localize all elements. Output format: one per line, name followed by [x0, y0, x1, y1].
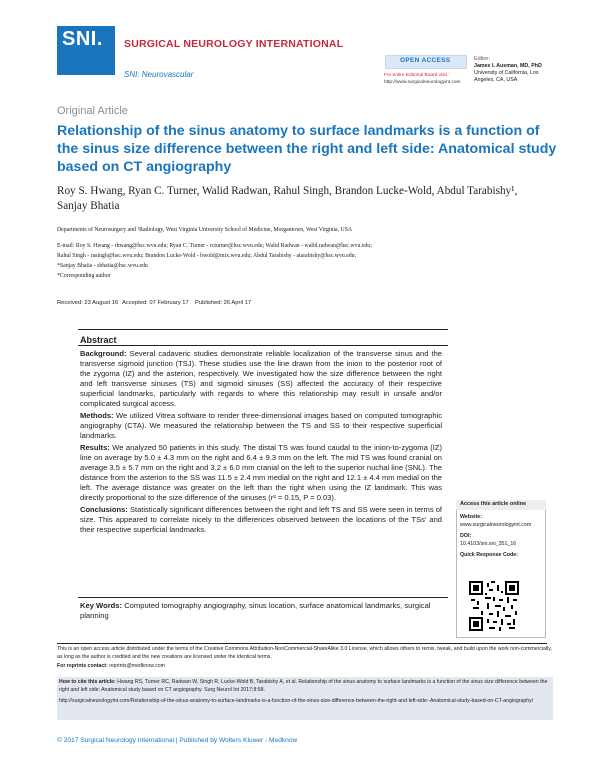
abstract-body — [80, 349, 442, 537]
email-line-1: E-mail: Roy S. Hwang - rhwang@hsc.wvu.edu; Ryan C. Turner - rcturner@hsc.wvu.edu; Walid Radwan - walid.radwan@hsc.wvu.edu; — [57, 243, 372, 249]
affiliation: Departments of Neurosurgery and ¹Radiology, West Virginia University School of Medicine, Morgantown, West Virginia, USA — [57, 227, 353, 233]
authors-line-1: Roy S. Hwang, Ryan C. Turner, Walid Radwan, Rahul Singh, Brandon Lucke-Wold, Abdul Tarabishy¹, — [57, 185, 518, 197]
license-text: This is an open access article distributed under the terms of the Creative Commons Attribution-NonCommercial-ShareAlike 3.0 License, which allows others to remix, tweak, and build upon the work non-commercially, as long as the author is credited and the new creations are licensed under the identical terms. — [57, 646, 552, 660]
footer-rule — [57, 643, 547, 644]
email-line-3: *Sanjay Bhatia - sbhatia@hsc.wvu.edu — [57, 263, 148, 269]
article-title: Relationship of the sinus anatomy to surface landmarks is a function of the sinus size difference between the right and left side: Anatomical study based on CT angiography — [57, 123, 557, 175]
journal-url[interactable]: http://www.surgicalneurologyint.com — [384, 80, 461, 85]
citation-url[interactable]: http://surgicalneurologyint.com/Relationship-of-the-sinus-anatomy-to-surface-landmarks-is-a-function-of-the-sinus-size-difference-between-the-right-and-left-side:-Anatomical-study-based-on-CT-angiography/ — [59, 698, 534, 704]
reprints-line: For reprints contact: reprints@medknow.com — [57, 663, 165, 669]
editor-name: James I. Ausman, MD, PhD — [474, 63, 542, 69]
doi-label: DOI: — [460, 533, 472, 539]
open-access-label: OPEN ACCESS — [400, 57, 451, 64]
abstract-conclusions: Conclusions: Statistically significant differences between the right and left TS and SS were seen in terms of size. This appeared to correlate nicely to the differences observed between the locations of the TSs' and their respective superficial landmarks. — [80, 504, 442, 535]
author-list — [57, 184, 577, 214]
abstract-top-rule — [78, 329, 448, 330]
access-title: Access this article online — [460, 501, 527, 507]
citation-text: How to cite this article: Hwang RS, Turner RC, Radwan W, Singh R, Lucke-Wold B, Tarabishy A, et al. Relationship of the sinus anatomy to surface landmarks is a function of the sinus size difference between the right and left side: Anatomical study based on CT angiography. Surg Neurol Int 2017;8:58. — [59, 679, 548, 693]
keywords: Key Words: Computed tomography angiography, sinus location, surface anatomical landmarks, surgical planning — [80, 601, 431, 621]
keywords-rule — [78, 597, 448, 598]
logo-text: SNI. — [62, 28, 103, 50]
doi-value[interactable]: 10.4103/sni.sni_351_16 — [460, 541, 517, 547]
editor-affiliation-2: Angeles, CA, USA — [474, 77, 518, 83]
corresponding-author: *Corresponding author — [57, 273, 111, 279]
editorial-board-text: For entire Editorial Board visit : — [384, 73, 450, 78]
abstract-background: Background: Several cadaveric studies demonstrate reliable localization of the transverse sinus and the transverse sigmoid junction (TSJ). These studies use the line drawn from the inion to the posterior root of the zygoma (IZ) and the asterion, respectively. We investigated how the size difference between the right and left transverse sinuses (TS) and sigmoid sinuses (SS) affected the accuracy of their respective superficial landmarks, particularly with regards to where this relationship may result in unsafe and/or complicated surgical access. — [80, 349, 442, 409]
qr-code — [469, 581, 519, 631]
qr-label: Quick Response Code: — [460, 552, 518, 558]
published-date: Published: 26 April 17 — [195, 300, 252, 306]
authors-line-2: Sanjay Bhatia — [57, 200, 120, 212]
editor-affiliation-1: University of California, Los — [474, 70, 539, 76]
abstract-heading: Abstract — [80, 335, 117, 345]
abstract-heading-rule — [78, 345, 448, 346]
editor-label: Editor: — [474, 56, 490, 62]
website-link[interactable]: www.surgicalneurologyint.com — [460, 522, 532, 528]
abstract-results: Results: We analyzed 50 patients in this study. The distal TS was found caudal to the inion-to-zygoma (IZ) line on average by 5.0 ± 4.3 mm on the right and 6.4 ± 9.3 mm on the left. The mid TS was found cranial on average 3.5 ± 5.7 mm on the right and 3.2 ± 6.0 mm cranial on the left to the superior nuchal line (SNL). The distance from the asterion to the SS was 11.5 ± 2.4 mm medial on the right and 12.1 ± 4.4 mm medial on the left. The average distance was greater on the left than the right when using the IZ landmark. This was directly proportional to the size difference of the sinuses (r² = 0.15, P = 0.03). — [80, 442, 442, 503]
article-type: Original Article — [57, 105, 128, 117]
received-date: Received: 23 August 16 — [57, 300, 119, 306]
journal-name: SURGICAL NEUROLOGY INTERNATIONAL — [124, 38, 344, 50]
journal-section: SNI: Neurovascular — [124, 70, 194, 79]
bottom-footer: © 2017 Surgical Neurology International | Published by Wolters Kluwer - Medknow — [57, 737, 298, 744]
email-line-2: Rahul Singh - rasingh@hsc.wvu.edu; Brandon Lucke-Wold - bwold@mix.wvu.edu; Abdul Tarabishy - atarabishy@hsc.wvu.edu; — [57, 253, 357, 259]
abstract-methods: Methods: We utilized Vitrea software to render three-dimensional images based on computed tomographic angiography (CTA). We measured the relationship between the TS and SS to their respective superficial landmarks. — [80, 411, 442, 441]
website-label: Website: — [460, 514, 482, 520]
accepted-date: Accepted: 07 February 17 — [122, 300, 189, 306]
